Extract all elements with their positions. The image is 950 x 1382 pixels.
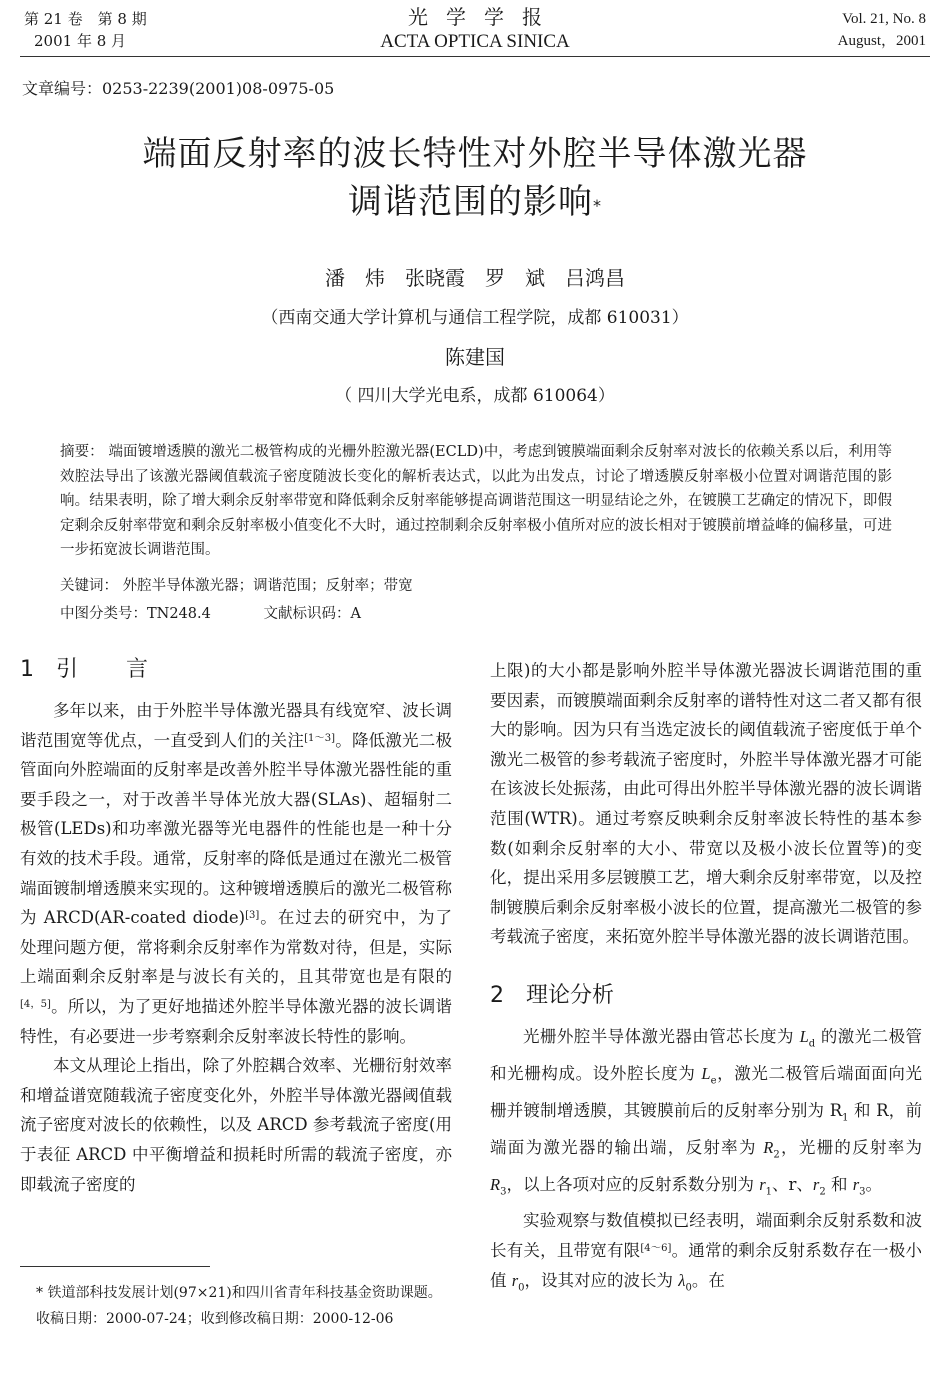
section-2-paragraph-2: 实验观察与数值模拟已经表明，端面剩余反射系数和波长有关，且带宽有限[4～6]。通常的剩余反射系数存在一极小值 $r_0$，设其对应的波长为 $\lambda_0$。在 — [490, 1211, 923, 1293]
date-cn: 2001 年 8 月 — [34, 32, 127, 50]
authors-group-2: 陈建国 — [445, 345, 505, 369]
title-footnote-mark: * — [593, 196, 602, 215]
abstract — [60, 440, 892, 563]
article-number: 文章编号：0253-2239(2001)08-0975-05 — [22, 79, 335, 98]
footnote-funding: * 铁道部科技发展计划(97×21)和四川省青年科技基金资助课题。 — [36, 1285, 442, 1301]
abstract-label: 摘要： — [60, 444, 104, 460]
vol-en: Vol. 21, No. 8 — [842, 11, 926, 27]
section-1-paragraph-2-continued: 上限)的大小都是影响外腔半导体激光器波长调谐范围的重要因素，而镀膜端面剩余反射率的谱特性对这二者又都有很大的影响。因为只有当选定波长的阈值载流子密度低于单个激光二极管的参考载流子密度时，外腔半导体激光器才可能在该波长处振荡，由此可得出外腔半导体激光器的波长调谐范围(WTR)。通过考察反映剩余反射率波长特性的基本参数(如剩余反射率的大小、带宽以及极小波长位置等)的变化，提出采用多层镀膜工艺，增大剩余反射率带宽，以及控制镀膜后剩余反射率极小波长的位置，提高激光二极管的参考载流子密度，来拓宽外腔半导体激光器的波长调谐范围。 — [490, 661, 922, 947]
journal-issue-en-block — [838, 8, 926, 52]
body-column-left — [20, 650, 452, 1199]
abstract-text: 端面镀增透膜的激光二极管构成的光栅外腔激光器(ECLD)中，考虑到镀膜端面剩余反射率对波长的依赖关系以后，利用等效腔法导出了该激光器阈值载流子密度随波长变化的解析表达式，以此为出发点，讨论了增透膜反射率极小位置对调谐范围的影响。结果表明，除了增大剩余反射率带宽和降低剩余反射率能够提高调谐范围这一明显结论之外，在镀膜工艺确定的情况下，即假定剩余反射率带宽和剩余反射率极小值变化不大时，通过控制剩余反射率极小值所对应的波长相对于镀膜前增益峰的偏移量，可进一步拓宽波长调谐范围。 — [60, 444, 893, 558]
section-1-title: 引言 — [56, 657, 197, 682]
section-1-paragraph-2: 本文从理论上指出，除了外腔耦合效率、光栅衍射效率和增益谱宽随载流子密度变化外，外腔半导体激光器阈值载流子密度对波长的依赖性，以及 ARCD 参考载流子密度(用于表征 ARCD 中平衡增益和损耗时所需的载流子密度，亦即载流子密度的 — [20, 1056, 452, 1194]
footnote-dates: 收稿日期：2000-07-24；收到修改稿日期：2000-12-06 — [36, 1311, 394, 1327]
section-1-paragraph-1: 多年以来，由于外腔半导体激光器具有线宽窄、波长调谐范围宽等优点，一直受到人们的关注[1～3]。降低激光二极管面向外腔端面的反射率是改善外腔半导体激光器性能的重要手段之一，对于改善半导体光放大器(SLAs)、超辐射二极管(LEDs)和功率激光器等光电器件的性能也是一种十分有效的技术手段。通常，反射率的降低是通过在激光二极管端面镀制增透膜来实现的。这种镀增透膜后的激光二极管称为 ARCD(AR-coated diode)[3]。在过去的研究中，为了处理问题方便，常将剩余反射率作为常数对待，但是，实际上端面剩余反射率是与波长有关的，且其带宽也是有限的[4，5]。所以，为了更好地描述外腔半导体激光器的波长调谐特性，有必要进一步考察剩余反射率波长特性的影响。 — [20, 701, 453, 1046]
journal-title-block — [0, 4, 950, 54]
citation: [1～3] — [304, 732, 336, 744]
keywords-text: 外腔半导体激光器；调谐范围；反射率；带宽 — [122, 578, 413, 594]
doc-code-label: 文献标识码： — [263, 606, 351, 622]
section-2-paragraph-1: 光栅外腔半导体激光器由管芯长度为 $L_d$ 的激光二极管和光栅构成。设外腔长度为 $L_e$，激光二极管后端面面向光栅并镀制增透膜，其镀膜前后的反射率分别为 $R_1$ 和 R，前端面为激光器的输出端，反射率为 $R_2$，光栅的反射率为 $R_3$，以上各项对应的反射系数分别为 $r_1$、r、$r_2$ 和 $r_3$。 — [490, 1026, 923, 1197]
clc-value: TN248.4 — [147, 606, 211, 622]
journal-title-en: ACTA OPTICA SINICA — [380, 31, 570, 52]
volume-issue: 第 21 卷 第 8 期 — [24, 10, 147, 28]
affiliation-2: （ 四川大学光电系，成都 610064） — [335, 386, 615, 406]
header-divider — [20, 56, 930, 57]
section-2-heading — [490, 976, 922, 1016]
affiliation-1: （西南交通大学计算机与通信工程学院，成都 610031） — [261, 308, 689, 328]
footnote — [20, 1280, 452, 1332]
keywords — [60, 574, 413, 595]
section-1-heading — [20, 650, 452, 690]
citation: [3] — [245, 910, 260, 922]
date-en: August，2001 — [837, 33, 926, 49]
footnote-divider — [20, 1266, 210, 1267]
section-2-title: 理论分析 — [526, 982, 615, 1008]
section-1-number: 1 — [20, 657, 34, 682]
authors-group-1: 潘 炜 张晓霞 罗 斌 吕鸿昌 — [325, 266, 625, 290]
classification — [60, 602, 361, 623]
keywords-label: 关键词： — [60, 578, 118, 594]
paper-title — [0, 130, 950, 226]
body-column-right — [490, 656, 922, 1302]
doc-code-value: A — [350, 606, 361, 622]
title-line-2: 调谐范围的影响* — [348, 182, 602, 222]
journal-title-cn: 光学学报 — [408, 5, 560, 29]
citation: [4，5] — [20, 998, 51, 1010]
citation: [4～6] — [640, 1242, 672, 1254]
clc-label: 中图分类号： — [60, 606, 147, 622]
title-line-1: 端面反射率的波长特性对外腔半导体激光器 — [142, 134, 808, 174]
section-2-number: 2 — [490, 982, 504, 1008]
